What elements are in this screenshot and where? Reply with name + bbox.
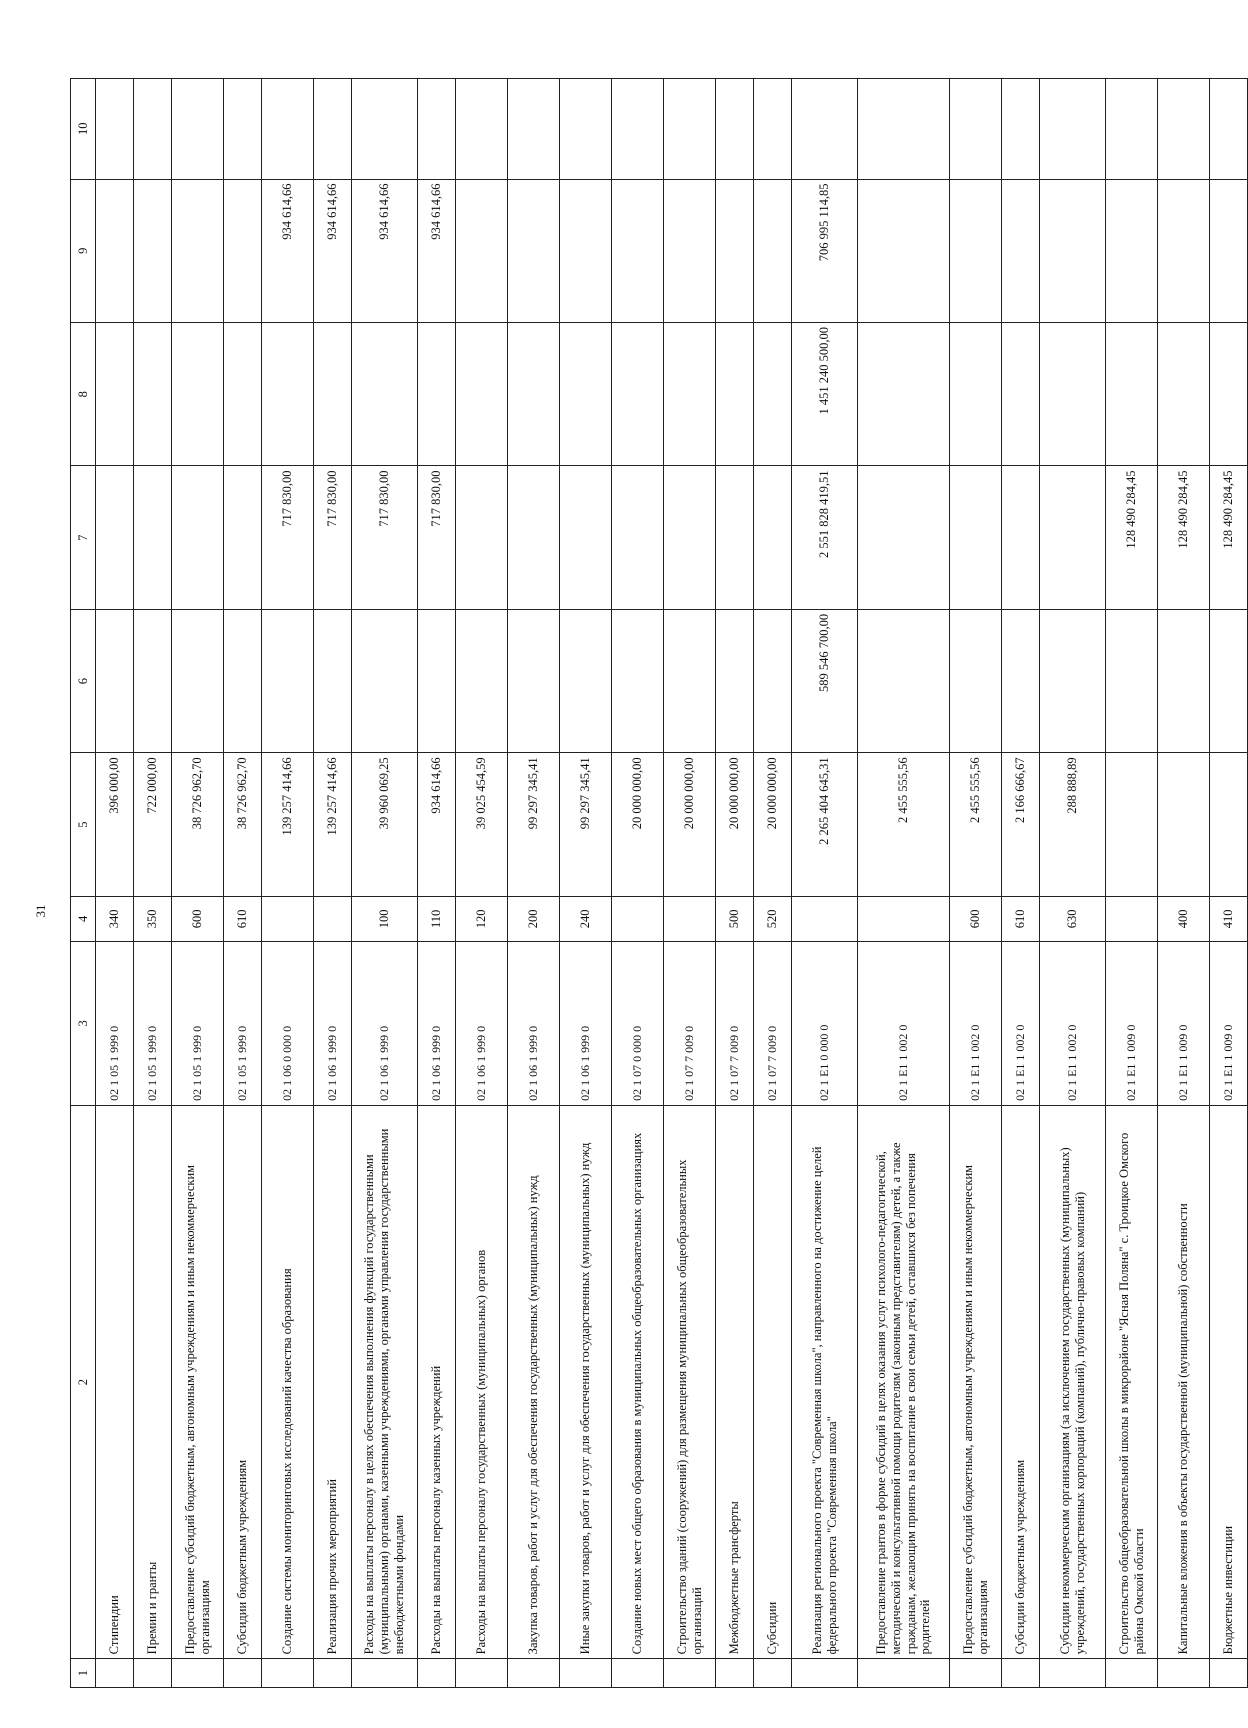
row-label-cell: Расходы на выплаты персоналу государственных (муниципальных) органов [456,1105,508,1658]
row-label-cell: Субсидии бюджетным учреждениям [1002,1105,1040,1658]
value-cell [172,1659,224,1688]
value-cell [664,1659,716,1688]
value-cell [1002,609,1040,752]
value-cell: 20 000 000,00 [716,753,754,896]
value-cell [224,79,262,180]
value-cell [716,179,754,322]
value-cell [560,322,612,465]
value-cell [456,322,508,465]
value-cell: 1 451 240 500,00 [792,322,858,465]
budget-table [70,78,1248,1688]
table-row [172,79,224,1688]
value-cell: 706 995 114,85 [792,179,858,322]
value-cell: 934 614,66 [314,179,352,322]
value-cell [352,1659,418,1688]
type-cell: 500 [716,896,754,941]
value-cell [456,1659,508,1688]
row-label-cell: Субсидии [754,1105,792,1658]
value-cell: 717 830,00 [262,466,314,609]
value-cell [1040,79,1106,180]
value-cell [172,322,224,465]
value-cell: 99 297 345,41 [560,753,612,896]
type-cell: 240 [560,896,612,941]
value-cell [664,609,716,752]
value-cell [1106,1659,1158,1688]
value-cell: 2 166 666,67 [1002,753,1040,896]
code-cell: 02 1 06 1 999 0 [314,941,352,1105]
value-cell [716,79,754,180]
value-cell [1210,179,1248,322]
row-label-cell: Реализация регионального проекта "Современная школа", направленного на достижение целей федерального проекта "Современная школа" [792,1105,858,1658]
value-cell [754,322,792,465]
code-cell: 02 1 E1 1 002 0 [1002,941,1040,1105]
value-cell [858,79,950,180]
value-cell: 934 614,66 [418,753,456,896]
type-cell: 610 [224,896,262,941]
row-label-cell: Субсидии бюджетным учреждениям [224,1105,262,1658]
row-label-cell: Создание системы мониторинговых исследований качества образования [262,1105,314,1658]
table-row [96,79,134,1688]
column-header: 4 [71,896,96,941]
column-header: 2 [71,1105,96,1658]
value-cell [224,179,262,322]
type-cell: 350 [134,896,172,941]
value-cell [1040,609,1106,752]
value-cell [560,466,612,609]
value-cell [858,1659,950,1688]
value-cell [172,609,224,752]
table-row [314,79,352,1688]
table-row [1158,79,1210,1688]
value-cell [792,1659,858,1688]
table-row [508,79,560,1688]
type-cell [1106,896,1158,941]
type-cell [664,896,716,941]
value-cell: 934 614,66 [352,179,418,322]
value-cell: 2 455 555,56 [950,753,1002,896]
value-cell [1106,322,1158,465]
value-cell [1210,1659,1248,1688]
value-cell [172,79,224,180]
value-cell [612,179,664,322]
table-row [792,79,858,1688]
value-cell [134,79,172,180]
value-cell [456,466,508,609]
value-cell: 39 025 454,59 [456,753,508,896]
value-cell [314,609,352,752]
table-row [1040,79,1106,1688]
value-cell [1002,179,1040,322]
value-cell: 717 830,00 [418,466,456,609]
value-cell: 139 257 414,66 [314,753,352,896]
value-cell [262,322,314,465]
value-cell: 288 888,89 [1040,753,1106,896]
value-cell: 20 000 000,00 [612,753,664,896]
type-cell: 200 [508,896,560,941]
row-label-cell: Иные закупки товаров, работ и услуг для обеспечения государственных (муниципальных) нужд [560,1105,612,1658]
code-cell: 02 1 07 7 009 0 [754,941,792,1105]
value-cell [1106,79,1158,180]
value-cell [1210,609,1248,752]
value-cell [508,322,560,465]
value-cell [950,466,1002,609]
value-cell [224,1659,262,1688]
value-cell [418,609,456,752]
value-cell [612,322,664,465]
value-cell [754,466,792,609]
value-cell [858,466,950,609]
row-label-cell: Создание новых мест общего образования в муниципальных общеобразовательных организациях [612,1105,664,1658]
rotated-page [70,78,1236,1688]
value-cell [456,79,508,180]
value-cell [560,609,612,752]
value-cell [418,322,456,465]
value-cell [134,609,172,752]
value-cell [716,322,754,465]
table-row [224,79,262,1688]
value-cell [754,609,792,752]
value-cell [134,179,172,322]
table-row [950,79,1002,1688]
code-cell: 02 1 E1 1 009 0 [1158,941,1210,1105]
value-cell [418,79,456,180]
value-cell: 128 490 284,45 [1106,466,1158,609]
table-row [1106,79,1158,1688]
value-cell [612,79,664,180]
value-cell [508,179,560,322]
value-cell: 717 830,00 [352,466,418,609]
value-cell: 589 546 700,00 [792,609,858,752]
value-cell: 38 726 962,70 [224,753,262,896]
value-cell [1158,609,1210,752]
code-cell: 02 1 05 1 999 0 [134,941,172,1105]
row-label-cell: Предоставление субсидий бюджетным, автономным учреждениям и иным некоммерческим организациям [172,1105,224,1658]
value-cell: 99 297 345,41 [508,753,560,896]
value-cell [664,79,716,180]
value-cell: 2 265 404 645,31 [792,753,858,896]
value-cell [612,466,664,609]
code-cell: 02 1 05 1 999 0 [224,941,262,1105]
value-cell [96,79,134,180]
value-cell [224,609,262,752]
value-cell [418,1659,456,1688]
table-row [418,79,456,1688]
value-cell [314,322,352,465]
value-cell [1040,179,1106,322]
value-cell [664,322,716,465]
column-header: 3 [71,941,96,1105]
row-label-cell: Закупка товаров, работ и услуг для обеспечения государственных (муниципальных) нужд [508,1105,560,1658]
value-cell [1158,1659,1210,1688]
value-cell [262,1659,314,1688]
value-cell [858,322,950,465]
value-cell [1106,609,1158,752]
table-row [1210,79,1248,1688]
value-cell [96,179,134,322]
type-cell [858,896,950,941]
value-cell [754,79,792,180]
row-label-cell: Предоставление субсидий бюджетным, автономным учреждениям и иным некоммерческим организациям [950,1105,1002,1658]
value-cell [1210,753,1248,896]
value-cell [134,322,172,465]
code-cell: 02 1 E1 1 009 0 [1106,941,1158,1105]
code-cell: 02 1 06 1 999 0 [560,941,612,1105]
value-cell: 722 000,00 [134,753,172,896]
type-cell [262,896,314,941]
row-label-cell: Реализация прочих мероприятий [314,1105,352,1658]
value-cell [224,466,262,609]
value-cell: 128 490 284,45 [1158,466,1210,609]
value-cell [1106,753,1158,896]
value-cell [858,179,950,322]
table-row [716,79,754,1688]
table-row [612,79,664,1688]
column-header: 1 [71,1659,96,1688]
type-cell [612,896,664,941]
type-cell: 600 [950,896,1002,941]
type-cell: 630 [1040,896,1106,941]
type-cell: 100 [352,896,418,941]
value-cell [664,466,716,609]
value-cell: 139 257 414,66 [262,753,314,896]
value-cell: 20 000 000,00 [664,753,716,896]
row-label-cell: Капитальные вложения в объекты государственной (муниципальной) собственности [1158,1105,1210,1658]
column-header: 5 [71,753,96,896]
value-cell [1158,753,1210,896]
value-cell [1002,466,1040,609]
code-cell: 02 1 06 1 999 0 [456,941,508,1105]
value-cell: 934 614,66 [418,179,456,322]
row-label-cell: Премии и гранты [134,1105,172,1658]
value-cell [456,609,508,752]
value-cell: 2 551 828 419,51 [792,466,858,609]
value-cell [134,466,172,609]
value-cell [1210,79,1248,180]
value-cell [1040,1659,1106,1688]
value-cell [96,466,134,609]
value-cell: 38 726 962,70 [172,753,224,896]
value-cell [96,1659,134,1688]
value-cell [1158,179,1210,322]
value-cell: 128 490 284,45 [1210,466,1248,609]
type-cell: 410 [1210,896,1248,941]
table-body [96,79,1248,1688]
code-cell: 02 1 05 1 999 0 [172,941,224,1105]
value-cell [508,79,560,180]
type-cell [792,896,858,941]
value-cell [1106,179,1158,322]
row-label-cell: Строительство общеобразовательной школы в микрорайоне "Ясная Поляна" с. Троицкое Омского района Омской области [1106,1105,1158,1658]
table-row [1002,79,1040,1688]
value-cell [612,1659,664,1688]
value-cell [314,1659,352,1688]
value-cell [456,179,508,322]
code-cell: 02 1 E1 1 002 0 [1040,941,1106,1105]
value-cell [224,322,262,465]
value-cell [508,466,560,609]
value-cell [950,179,1002,322]
value-cell [792,79,858,180]
value-cell [716,609,754,752]
value-cell [1002,1659,1040,1688]
code-cell: 02 1 06 1 999 0 [352,941,418,1105]
value-cell [716,466,754,609]
table-row [352,79,418,1688]
value-cell [560,79,612,180]
type-cell: 600 [172,896,224,941]
code-cell: 02 1 06 1 999 0 [418,941,456,1105]
type-cell: 110 [418,896,456,941]
type-cell: 120 [456,896,508,941]
row-label-cell: Расходы на выплаты персоналу казенных учреждений [418,1105,456,1658]
value-cell: 934 614,66 [262,179,314,322]
value-cell [508,1659,560,1688]
column-header: 7 [71,466,96,609]
row-label-cell: Бюджетные инвестиции [1210,1105,1248,1658]
code-cell: 02 1 E1 1 002 0 [950,941,1002,1105]
value-cell [664,179,716,322]
value-cell: 396 000,00 [96,753,134,896]
row-label-cell: Строительство зданий (сооружений) для размещения муниципальных общеобразовательных организаций [664,1105,716,1658]
value-cell [858,609,950,752]
value-cell [1158,322,1210,465]
value-cell [754,179,792,322]
code-cell: 02 1 07 0 000 0 [612,941,664,1105]
code-cell: 02 1 06 0 000 0 [262,941,314,1105]
value-cell [352,322,418,465]
value-cell: 2 455 555,56 [858,753,950,896]
value-cell [352,609,418,752]
value-cell [352,79,418,180]
code-cell: 02 1 E1 0 000 0 [792,941,858,1105]
column-header: 8 [71,322,96,465]
column-header: 6 [71,609,96,752]
row-label-cell: Субсидии некоммерческим организациям (за исключением государственных (муниципальных) учреждений, государственных корпораций (компаний), публично-правовых компаний) [1040,1105,1106,1658]
table-row [754,79,792,1688]
value-cell [716,1659,754,1688]
column-header: 9 [71,179,96,322]
value-cell [1002,322,1040,465]
value-cell [262,79,314,180]
type-cell: 400 [1158,896,1210,941]
value-cell [612,609,664,752]
page-number: 31 [33,904,48,918]
value-cell [96,609,134,752]
header-row [71,79,96,1688]
table-row [858,79,950,1688]
value-cell [314,79,352,180]
row-label-cell: Стипендии [96,1105,134,1658]
value-cell: 39 960 069,25 [352,753,418,896]
table-row [456,79,508,1688]
value-cell [560,179,612,322]
value-cell [262,609,314,752]
value-cell [1040,466,1106,609]
value-cell [950,609,1002,752]
table-row [134,79,172,1688]
value-cell: 20 000 000,00 [754,753,792,896]
code-cell: 02 1 E1 1 002 0 [858,941,950,1105]
value-cell [172,466,224,609]
type-cell [314,896,352,941]
value-cell [96,322,134,465]
code-cell: 02 1 E1 1 009 0 [1210,941,1248,1105]
value-cell [950,322,1002,465]
code-cell: 02 1 07 7 009 0 [716,941,754,1105]
type-cell: 520 [754,896,792,941]
value-cell [1158,79,1210,180]
type-cell: 610 [1002,896,1040,941]
table-row [262,79,314,1688]
value-cell [172,179,224,322]
code-cell: 02 1 07 7 009 0 [664,941,716,1105]
row-label-cell: Расходы на выплаты персоналу в целях обеспечения выполнения функций государственными (муниципальными) органами, казенными учреждениями, органами управления государственными внебюджетными фондами [352,1105,418,1658]
value-cell [560,1659,612,1688]
value-cell [754,1659,792,1688]
table-row [664,79,716,1688]
column-header: 10 [71,79,96,180]
value-cell [1002,79,1040,180]
code-cell: 02 1 06 1 999 0 [508,941,560,1105]
value-cell: 717 830,00 [314,466,352,609]
value-cell [1040,322,1106,465]
value-cell [508,609,560,752]
value-cell [134,1659,172,1688]
code-cell: 02 1 05 1 999 0 [96,941,134,1105]
type-cell: 340 [96,896,134,941]
table-row [560,79,612,1688]
row-label-cell: Предоставление грантов в форме субсидий в целях оказания услуг психолого-педагогической, методической и консультативной помощи родителям (законным представителям) детей, а также гражданам, желающим принять на воспитание в свои семьи детей, оставшихся без попечения родителей [858,1105,950,1658]
value-cell [1210,322,1248,465]
value-cell [950,1659,1002,1688]
value-cell [950,79,1002,180]
row-label-cell: Межбюджетные трансферты [716,1105,754,1658]
